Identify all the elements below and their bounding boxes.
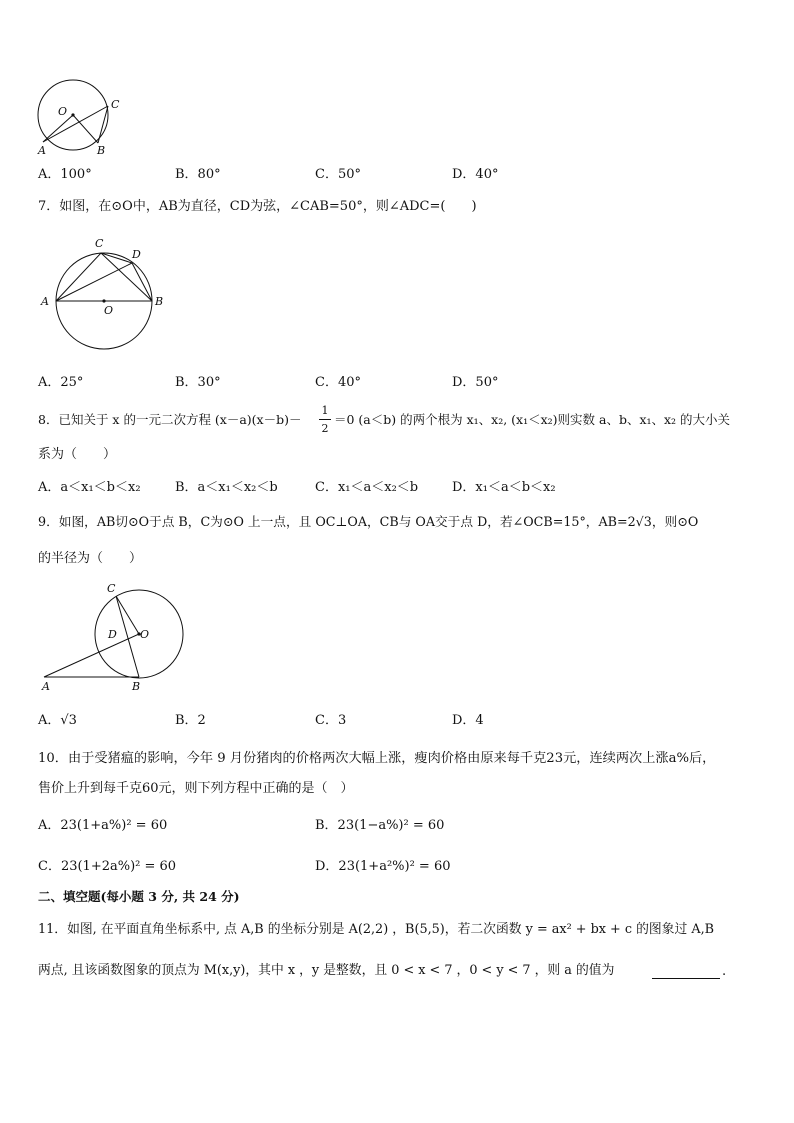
q9-line-oc [116, 596, 139, 634]
q7-label-d: D [132, 248, 141, 261]
q10-stem-line2: 售价上升到每千克60元，则下列方程中正确的是（ ） [38, 781, 354, 796]
q7-circle-figure [34, 232, 174, 356]
q9-option-d: D．4 [452, 713, 484, 728]
q6-label-a: A [38, 144, 46, 157]
q7-option-d: D．50° [452, 375, 499, 390]
q8-fraction-bar [319, 419, 331, 420]
q8-stem-part3: 系为（ ） [38, 447, 117, 462]
q9-stem-line1: 9．如图，AB切⊙O于点 B，C为⊙O 上一点，且 OC⊥OA，CB与 OA交于点 D，若∠OCB=15°，AB=2√3，则⊙O [38, 514, 699, 529]
q8-stem-part1: 8．已知关于 x 的一元二次方程 (x－a)(x－b)－ [38, 412, 302, 427]
q6-center-dot [71, 113, 74, 116]
q7-line-cb [101, 253, 152, 301]
q8-fraction-numerator: 1 [321, 404, 329, 417]
q6-label-b: B [97, 144, 106, 157]
q8-stem-part2: ＝0 (a＜b) 的两个根为 x₁、x₂, (x₁＜x₂)则实数 a、b、x₁、x₂ 的大小关 [334, 412, 731, 427]
q10-option-d: D．23(1+a²%)² = 60 [315, 859, 451, 874]
q6-option-c: C．50° [315, 167, 361, 182]
q10-stem-line1: 10．由于受猪瘟的影响，今年 9 月份猪肉的价格两次大幅上涨，瘦肉价格由原来每千克23元，连续两次上涨a%后， [38, 751, 716, 766]
q7-option-c: C．40° [315, 375, 361, 390]
q7-option-a: A．25° [38, 375, 84, 390]
q9-stem-line2: 的半径为（ ） [38, 551, 143, 566]
q8-fraction-denominator: 2 [321, 422, 329, 435]
q6-line-oa [43, 115, 73, 142]
q7-label-b: B [155, 295, 164, 308]
q9-line-cb [116, 596, 139, 677]
q11-answer-blank[interactable] [652, 978, 720, 979]
q9-label-c: C [107, 582, 116, 595]
q9-option-a: A．√3 [38, 713, 77, 728]
q7-label-a: A [41, 295, 49, 308]
q8-option-b: B．a＜x₁＜x₂＜b [175, 480, 278, 495]
q6-circle-figure [30, 78, 140, 160]
q11-stem-end: . [722, 964, 727, 979]
q10-option-a: A．23(1+a%)² = 60 [38, 818, 168, 833]
section-heading: 二、填空题(每小题 3 分, 共 24 分) [38, 889, 240, 904]
q9-option-c: C．3 [315, 713, 347, 728]
q9-circle-figure [34, 578, 194, 696]
q7-option-b: B．30° [175, 375, 221, 390]
q8-option-d: D．x₁＜a＜b＜x₂ [452, 480, 556, 495]
q9-label-d: D [108, 628, 117, 641]
q6-label-c: C [111, 98, 120, 111]
q6-label-o: O [58, 105, 68, 118]
q9-option-b: B．2 [175, 713, 206, 728]
q7-center-dot [102, 299, 105, 302]
q6-option-a: A．100° [38, 167, 92, 182]
q8-option-c: C．x₁＜a＜x₂＜b [315, 480, 419, 495]
q6-option-d: D．40° [452, 167, 499, 182]
q6-line-ob [73, 115, 98, 143]
q9-label-b: B [132, 680, 141, 693]
q6-line-ac [43, 106, 108, 142]
q10-option-c: C．23(1+2a%)² = 60 [38, 859, 177, 874]
q8-option-a: A．a＜x₁＜b＜x₂ [38, 480, 141, 495]
q9-label-a: A [42, 680, 50, 693]
q7-line-ad [56, 263, 132, 301]
q7-stem: 7．如图，在⊙O中，AB为直径，CD为弦，∠CAB=50°，则∠ADC=( ) [38, 199, 477, 214]
q9-line-ao [44, 634, 139, 677]
q10-option-b: B．23(1−a%)² = 60 [315, 818, 445, 833]
q7-label-c: C [95, 237, 104, 250]
q6-option-b: B．80° [175, 167, 221, 182]
q11-stem-line1: 11．如图, 在平面直角坐标系中, 点 A,B 的坐标分别是 A(2,2) ，B(5,5)，若二次函数 y = ax² + bx + c 的图象过 A,B [38, 922, 715, 937]
q7-line-db [132, 263, 152, 301]
q7-label-o: O [104, 304, 114, 317]
q9-label-o: O [140, 628, 150, 641]
q11-stem-line2: 两点, 且该函数图象的顶点为 M(x,y)，其中 x ，y 是整数，且 0 < x < 7 ，0 < y < 7 ，则 a 的值为 [38, 963, 615, 978]
